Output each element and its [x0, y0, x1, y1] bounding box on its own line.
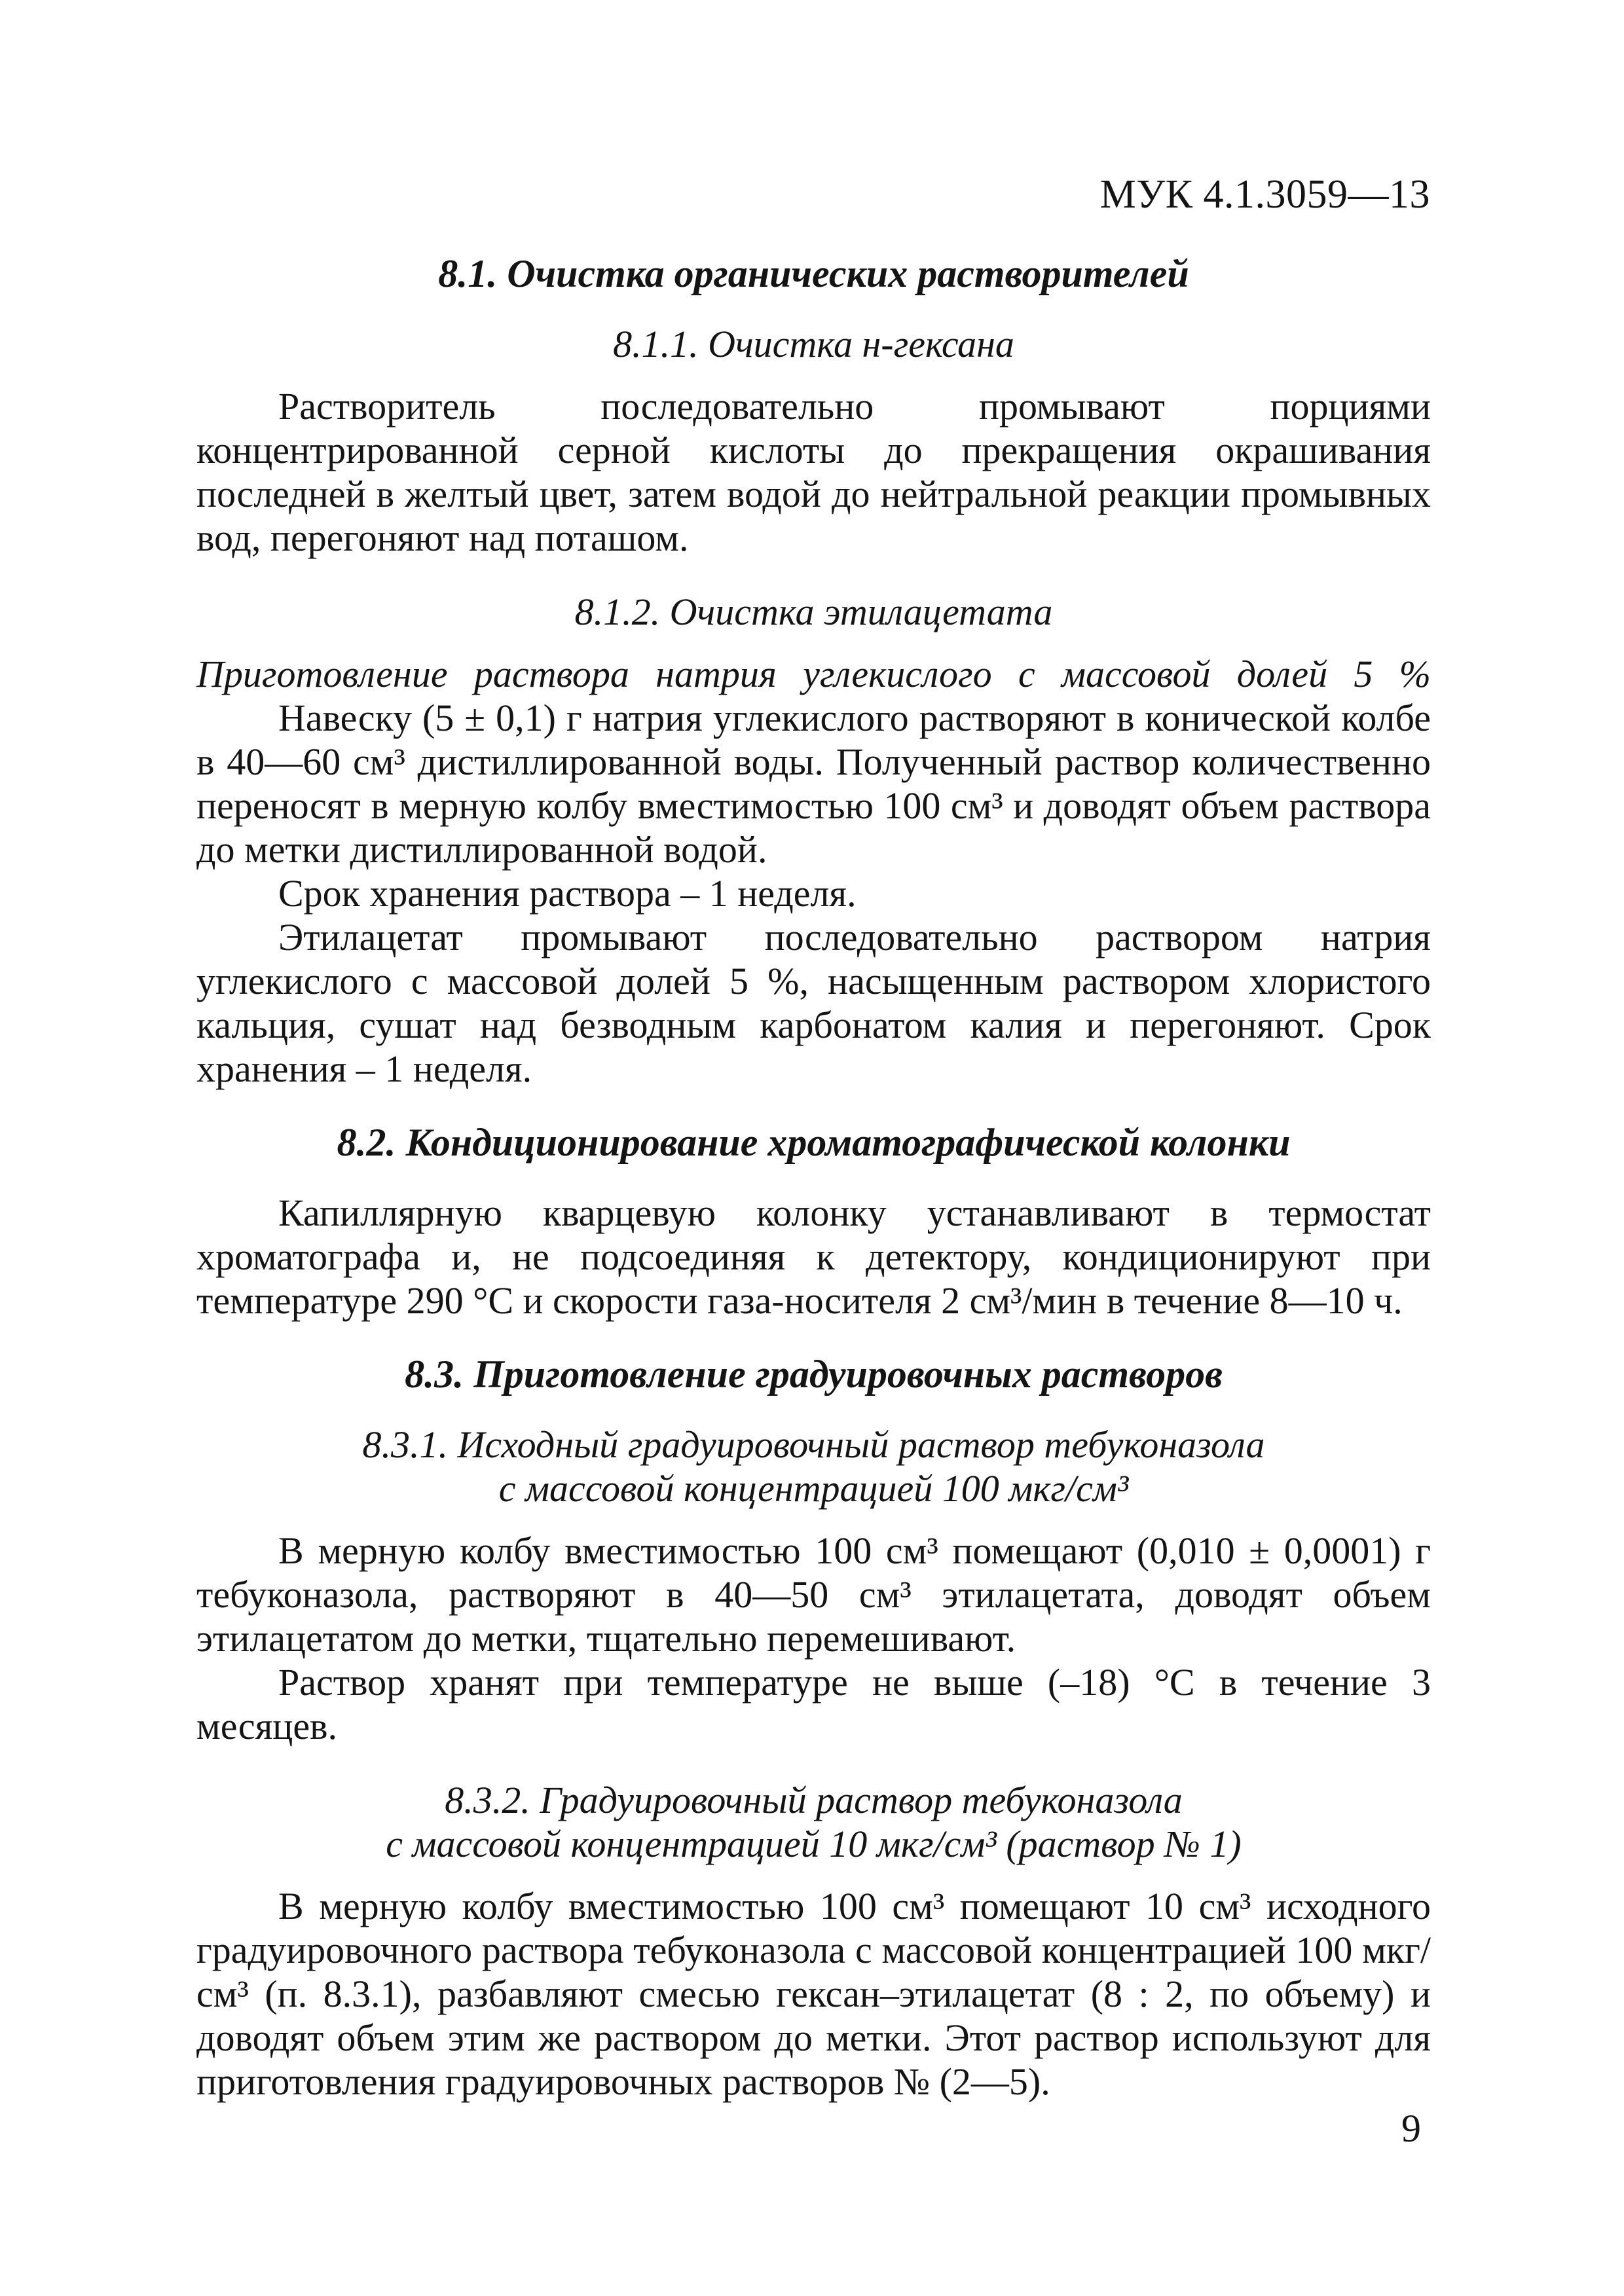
section-8-1-2-paragraph-1: Навеску (5 ± 0,1) г натрия углекислого растворяют в конической колбе в 40—60 см³ дистиллированной воды. Полученный раствор количественно переносят в мерную колбу вместимостью 100 см³ и доводят объем раствора до метки дистиллированной водой.: [196, 697, 1431, 871]
section-8-2-paragraph: Капиллярную кварцевую колонку устанавливают в термостат хроматографа и, не подсоединяя к детектору, кондиционируют при температуре 290 °С и скорости газа-носителя 2 см³/мин в течение 8—10 ч.: [196, 1192, 1431, 1322]
section-8-3-2-heading-line-1: 8.3.2. Градуировочный раствор тебуконазола: [445, 1779, 1183, 1821]
section-8-1-1-paragraph: Растворитель последовательно промывают порциями концентрированной серной кислоты до прекращения окрашивания последней в желтый цвет, затем водой до нейтральной реакции промывных вод, перегоняют над поташом.: [196, 385, 1431, 559]
section-8-3-1-paragraph-2: Раствор хранят при температуре не выше (–18) °С в течение 3 месяцев.: [196, 1661, 1431, 1747]
section-8-3-1-paragraph-1: В мерную колбу вместимостью 100 см³ помещают (0,010 ± 0,0001) г тебуконазола, растворяют в 40—50 см³ этилацетата, доводят объем этилацетатом до метки, тщательно перемешивают.: [196, 1529, 1431, 1660]
section-8-3-2-heading-line-2: с массовой концентрацией 10 мкг/см³ (раствор № 1): [386, 1823, 1242, 1865]
section-8-1-2-heading: 8.1.2. Очистка этилацетата: [574, 591, 1053, 633]
section-8-1-2-paragraph-3: Этилацетат промывают последовательно раствором натрия углекислого с массовой долей 5 %, насыщенным раствором хлористого кальция, сушат над безводным карбонатом калия и перегоняют. Срок хранения – 1 неделя.: [196, 916, 1431, 1090]
page-content: [196, 252, 1431, 2114]
page-number: 9: [1401, 2107, 1421, 2150]
section-8-3-heading: 8.3. Приготовление градуировочных растворов: [405, 1353, 1223, 1396]
section-8-3-2-paragraph: В мерную колбу вместимостью 100 см³ помещают 10 см³ исходного градуировочного раствора тебуконазола с массовой концентрацией 100 мкг/см³ (п. 8.3.1), разбавляют смесью гексан–этилацетат (8 : 2, по объему) и доводят объем этим же раствором до метки. Этот раствор используют для приготовления градуировочных растворов № (2—5).: [196, 1885, 1431, 2103]
section-8-1-1-heading: 8.1.1. Очистка н-гексана: [613, 323, 1014, 365]
section-8-1-2-paragraph-2: Срок хранения раствора – 1 неделя.: [278, 872, 857, 915]
section-8-1-2-subheading: Приготовление раствора натрия углекислого с массовой долей 5 %: [196, 653, 1431, 695]
section-8-1-heading: 8.1. Очистка органических растворителей: [438, 252, 1189, 295]
section-8-3-1-heading-line-2: с массовой концентрацией 100 мкг/см³: [498, 1467, 1129, 1510]
section-8-3-1-heading-line-1: 8.3.1. Исходный градуировочный раствор тебуконазола: [362, 1423, 1265, 1466]
document-code: МУК 4.1.3059—13: [1099, 172, 1430, 217]
section-8-2-heading: 8.2. Кондиционирование хроматографической колонки: [337, 1121, 1291, 1164]
